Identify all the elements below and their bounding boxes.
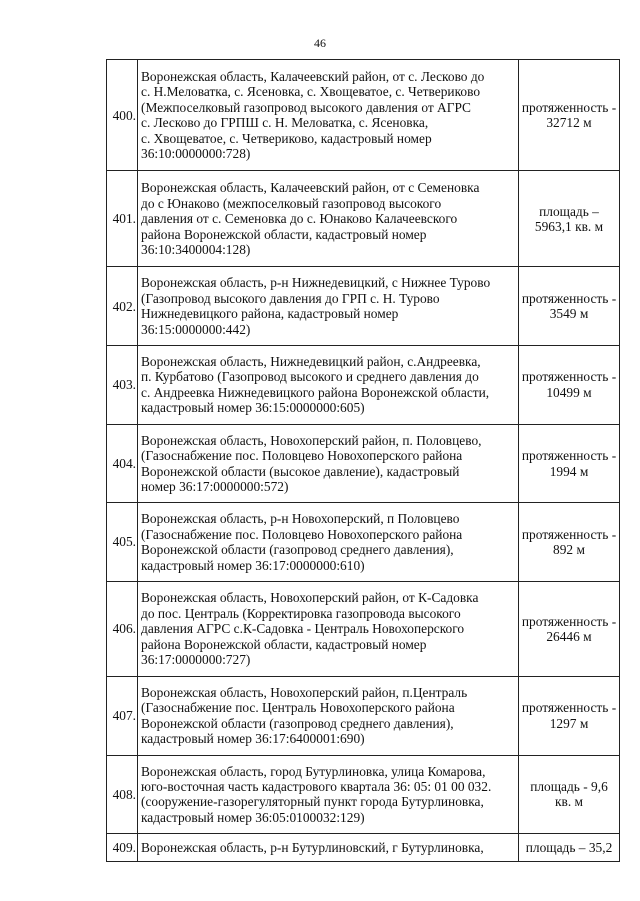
object-description bbox=[138, 581, 519, 676]
description-line: кадастровый номер 36:05:0100032:129) bbox=[141, 809, 365, 825]
object-size: протяженность - 1994 м bbox=[519, 424, 620, 503]
description-line: 36:17:0000000:727) bbox=[141, 652, 251, 668]
object-description bbox=[138, 171, 519, 267]
description-line: с. Н.Меловатка, с. Ясеновка, с. Хвощеватое, с. Четвериково bbox=[141, 84, 481, 100]
object-description bbox=[138, 676, 519, 755]
description-line: юго-восточная часть кадастрового квартала 36: 05: 01 00 032. bbox=[141, 778, 492, 794]
row-number: 403. bbox=[107, 346, 138, 425]
object-size: площадь – 5963,1 кв. м bbox=[519, 171, 620, 267]
object-description bbox=[138, 834, 519, 862]
description-line: кадастровый номер 36:15:0000000:605) bbox=[141, 400, 365, 416]
row-number: 401. bbox=[107, 171, 138, 267]
object-size: протяженность - 892 м bbox=[519, 503, 620, 582]
description-line: района Воронежской области, кадастровый номер bbox=[141, 636, 427, 652]
description-line: (Газоснабжение пос. Половцево Новохоперского района bbox=[141, 526, 463, 542]
registry-table bbox=[106, 59, 620, 862]
description-line: Воронежская область, Нижнедевицкий район, с.Андреевка, bbox=[141, 354, 481, 370]
description-line: Воронежская область, город Бутурлиновка, улица Комарова, bbox=[141, 763, 486, 779]
description-line: с. Лесково до ГРПШ с. Н. Меловатка, с. Ясеновка, bbox=[141, 115, 429, 131]
description-line: Воронежская область, р-н Бутурлиновский, г Бутурлиновка, bbox=[141, 840, 484, 856]
description-line: Воронежская область, Новохоперский район, п.Централь bbox=[141, 684, 468, 700]
description-line: кадастровый номер 36:17:0000000:610) bbox=[141, 557, 365, 573]
table-row bbox=[107, 346, 620, 425]
object-description bbox=[138, 60, 519, 171]
object-description bbox=[138, 424, 519, 503]
table-row bbox=[107, 503, 620, 582]
description-line: давления от с. Семеновка до с. Юнаково Калачеевского bbox=[141, 211, 458, 227]
description-line: до с Юнаково (межпоселковый газопровод высокого bbox=[141, 195, 442, 211]
row-number: 400. bbox=[107, 60, 138, 171]
row-number: 402. bbox=[107, 267, 138, 346]
table-row bbox=[107, 834, 620, 862]
description-line: (Газопровод высокого давления до ГРП с. Н. Турово bbox=[141, 290, 440, 306]
description-line: Воронежская область, Новохоперский район, от К-Садовка bbox=[141, 590, 479, 606]
table-row bbox=[107, 581, 620, 676]
description-line: 36:15:0000000:442) bbox=[141, 321, 251, 337]
object-size: протяженность - 1297 м bbox=[519, 676, 620, 755]
description-line: Воронежской области (газопровод среднего давления), bbox=[141, 715, 454, 731]
row-number: 408. bbox=[107, 755, 138, 834]
description-line: с. Андреевка Нижнедевицкого района Воронежской области, bbox=[141, 384, 490, 400]
row-number: 407. bbox=[107, 676, 138, 755]
row-number: 406. bbox=[107, 581, 138, 676]
object-size: протяженность - 32712 м bbox=[519, 60, 620, 171]
description-line: Воронежская область, р-н Новохоперский, п Половцево bbox=[141, 511, 460, 527]
description-line: Воронежская область, Калачеевский район, от с. Лесково до bbox=[141, 69, 485, 84]
table-row bbox=[107, 60, 620, 171]
page-number: 46 bbox=[314, 36, 326, 50]
description-line: давления АГРС с.К-Садовка - Централь Новохоперского bbox=[141, 621, 465, 637]
description-line: Воронежской области (газопровод среднего давления), bbox=[141, 542, 454, 558]
object-size: площадь - 9,6 кв. м bbox=[519, 755, 620, 834]
object-size: протяженность - 26446 м bbox=[519, 581, 620, 676]
registry-table-body bbox=[107, 60, 620, 862]
table-row bbox=[107, 171, 620, 267]
description-line: п. Курбатово (Газопровод высокого и среднего давления до bbox=[141, 369, 479, 385]
description-line: (сооружение-газорегуляторный пункт города Бутурлиновка, bbox=[141, 794, 484, 810]
description-line: до пос. Централь (Корректировка газопровода высокого bbox=[141, 605, 461, 621]
description-line: Воронежская область, Новохоперский район, п. Половцево, bbox=[141, 432, 482, 448]
object-size: протяженность - 3549 м bbox=[519, 267, 620, 346]
object-size: протяженность - 10499 м bbox=[519, 346, 620, 425]
row-number: 409. bbox=[107, 834, 138, 862]
description-line: района Воронежской области, кадастровый номер bbox=[141, 226, 427, 242]
table-row bbox=[107, 424, 620, 503]
description-line: Воронежская область, Калачеевский район, от с Семеновка bbox=[141, 180, 480, 196]
description-line: (Газоснабжение пос. Централь Новохоперского района bbox=[141, 700, 455, 716]
description-line: 36:10:0000000:728) bbox=[141, 146, 251, 162]
object-size: площадь – 35,2 bbox=[519, 834, 620, 862]
description-line: (Межпоселковый газопровод высокого давления от АГРС bbox=[141, 99, 471, 115]
description-line: 36:10:3400004:128) bbox=[141, 242, 251, 258]
object-description bbox=[138, 755, 519, 834]
description-line: Воронежской области (высокое давление), кадастровый bbox=[141, 463, 460, 479]
row-number: 404. bbox=[107, 424, 138, 503]
description-line: Воронежская область, р-н Нижнедевицкий, с Нижнее Турово bbox=[141, 275, 491, 291]
object-description bbox=[138, 267, 519, 346]
row-number: 405. bbox=[107, 503, 138, 582]
table-row bbox=[107, 676, 620, 755]
description-line: Нижнедевицкого района, кадастровый номер bbox=[141, 306, 399, 322]
description-line: с. Хвощеватое, с. Четвериково, кадастровый номер bbox=[141, 130, 432, 146]
object-description bbox=[138, 503, 519, 582]
description-line: номер 36:17:0000000:572) bbox=[141, 478, 289, 494]
table-row bbox=[107, 267, 620, 346]
description-line: (Газоснабжение пос. Половцево Новохоперского района bbox=[141, 448, 463, 464]
table-row bbox=[107, 755, 620, 834]
description-line: кадастровый номер 36:17:6400001:690) bbox=[141, 731, 365, 747]
object-description bbox=[138, 346, 519, 425]
